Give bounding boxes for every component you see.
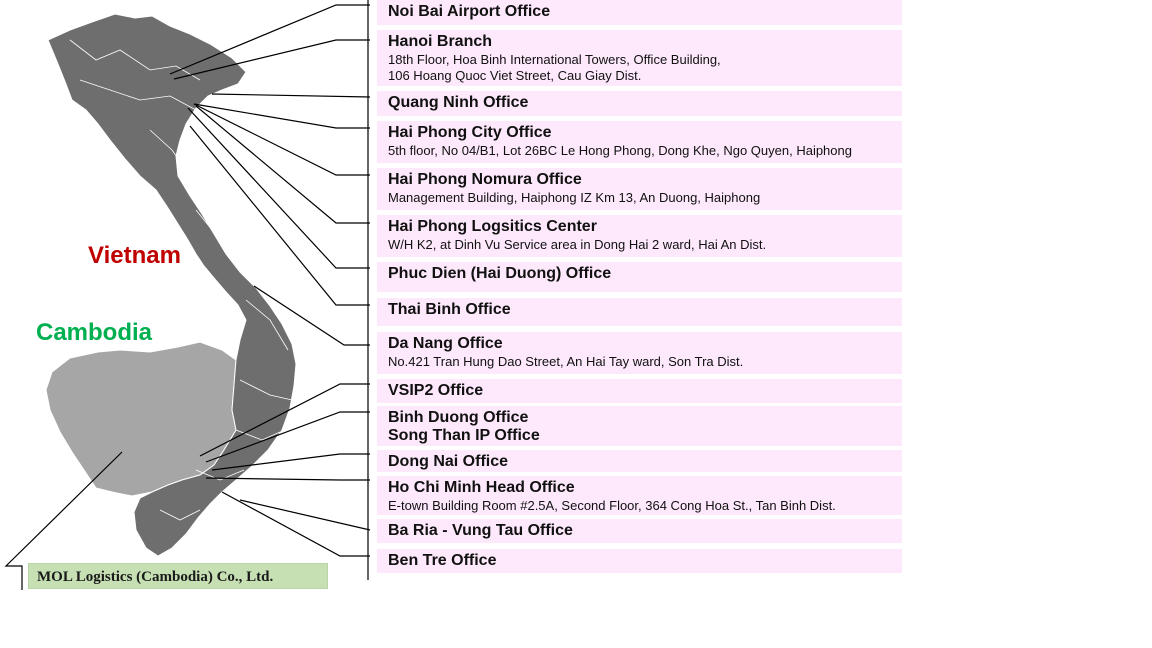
- office-address-line2: 106 Hoang Quoc Viet Street, Cau Giay Dist.: [388, 68, 642, 83]
- office-address: 5th floor, No 04/B1, Lot 26BC Le Hong Phong, Dong Khe, Ngo Quyen, Haiphong: [388, 143, 852, 158]
- office-hai-phong-logistics-center: [377, 215, 902, 259]
- office-name: Thai Binh Office: [388, 301, 511, 318]
- office-binh-duong: [377, 406, 902, 448]
- office-address: Management Building, Haiphong IZ Km 13, An Duong, Haiphong: [388, 190, 761, 205]
- office-name: Hai Phong City Office: [388, 124, 552, 141]
- office-hai-phong-nomura: [377, 168, 902, 212]
- leader-ba-ria: [240, 500, 370, 530]
- leader-ben-tre: [222, 492, 370, 556]
- office-address: No.421 Tran Hung Dao Street, An Hai Tay ward, Son Tra Dist.: [388, 354, 744, 369]
- office-ba-ria-vung-tau: [377, 519, 902, 545]
- office-address: W/H K2, at Dinh Vu Service area in Dong Hai 2 ward, Hai An Dist.: [388, 237, 767, 252]
- office-name: Hai Phong Logsitics Center: [388, 218, 597, 235]
- office-name: Hanoi Branch: [388, 33, 493, 50]
- office-vsip2: [377, 379, 902, 405]
- leader-hai-phong-nomura: [194, 104, 370, 175]
- leader-quang-ninh: [212, 94, 370, 97]
- cambodia-office-box: MOL Logistics (Cambodia) Co., Ltd.: [28, 563, 328, 589]
- office-name: VSIP2 Office: [388, 382, 484, 399]
- office-name: Da Nang Office: [388, 335, 503, 352]
- office-ho-chi-minh-head: [377, 476, 902, 517]
- office-noi-bai-airport: [377, 0, 902, 27]
- vietnam-label: Vietnam: [88, 242, 181, 269]
- office-name: Phuc Dien (Hai Duong) Office: [388, 265, 612, 282]
- office-da-nang: [377, 332, 902, 376]
- office-name: Hai Phong Nomura Office: [388, 171, 582, 188]
- cambodia-label: Cambodia: [36, 319, 153, 346]
- office-ben-tre: [377, 549, 902, 575]
- office-name-secondary: Song Than IP Office: [388, 427, 540, 444]
- office-name: Dong Nai Office: [388, 453, 509, 470]
- office-phuc-dien: [377, 262, 902, 294]
- office-name: Ho Chi Minh Head Office: [388, 479, 575, 496]
- office-dong-nai: [377, 450, 902, 474]
- office-quang-ninh: [377, 91, 902, 118]
- office-hanoi-branch: [377, 30, 902, 88]
- office-name: Ba Ria - Vung Tau Office: [388, 522, 573, 539]
- office-name: Quang Ninh Office: [388, 94, 529, 111]
- office-thai-binh: [377, 298, 902, 328]
- office-name: Noi Bai Airport Office: [388, 3, 551, 20]
- leader-hai-phong-city: [194, 104, 370, 128]
- office-name: Ben Tre Office: [388, 552, 497, 569]
- office-address: 18th Floor, Hoa Binh International Towers, Office Building,: [388, 52, 721, 67]
- office-hai-phong-city: [377, 121, 902, 165]
- office-name: Binh Duong Office: [388, 409, 529, 426]
- office-address: E-town Building Room #2.5A, Second Floor, 364 Cong Hoa St., Tan Binh Dist.: [388, 498, 836, 513]
